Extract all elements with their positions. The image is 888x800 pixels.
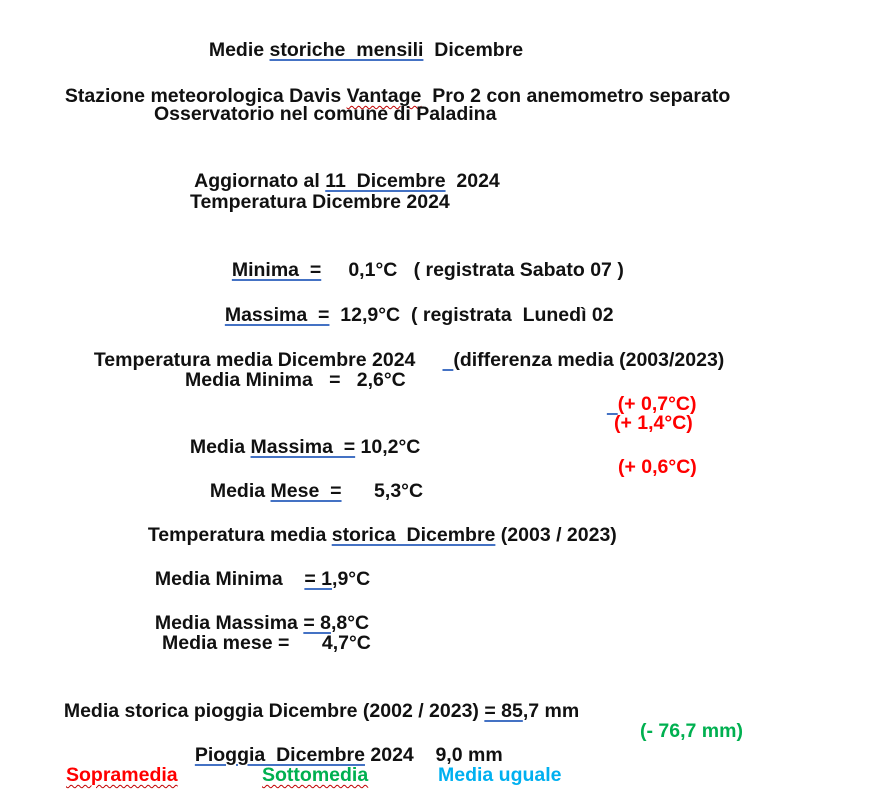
current-heading: Temperatura Dicembre 2024 [190, 191, 450, 213]
historical-max-line [144, 587, 369, 635]
mean-2024-min-line: Media Minima = 2,6°C [185, 369, 406, 391]
mean-2024-month-line [199, 455, 423, 503]
station-suffix-text: Pro 2 con anemometro separato [421, 85, 731, 107]
legend-above-average: Sopramedia [66, 764, 178, 786]
updated-label: Aggiornato al [194, 170, 326, 192]
current-min-line [221, 234, 624, 282]
historical-max-label: Media Massima [154, 612, 304, 634]
historical-month-line: Media mese = 4,7°C [162, 632, 371, 654]
current-min-label: Minima = [231, 259, 322, 281]
current-rain-label: Pioggia Dicembre [194, 744, 365, 766]
historical-rain-eq: = 85 [484, 700, 523, 722]
current-max-value: 12,9°C ( registrata Lunedì 02 [329, 304, 614, 326]
mean-2024-max-label: Massima = [250, 436, 356, 458]
current-max-label: Massima = [224, 304, 330, 326]
mean-2024-month-prefix: Media [209, 480, 271, 502]
mean-2024-max-prefix: Media [189, 436, 251, 458]
mean-2024-month-diff: (+ 0,6°C) [618, 456, 697, 478]
historical-rain-line [53, 675, 579, 723]
mean-2024-min-diff: (+ 0,7°C) [617, 393, 697, 415]
station-line [54, 60, 730, 108]
current-max-line [214, 279, 614, 327]
updated-year: 2024 [445, 170, 500, 192]
title-text: Medie [208, 39, 270, 61]
historical-heading-underlined: storica Dicembre [331, 524, 496, 546]
station-model-text: Vantage [346, 85, 422, 107]
current-rain-value: 2024 9,0 mm [364, 744, 503, 766]
historical-max-eq: = 8 [303, 612, 331, 634]
mean-2024-max-value: 10,2°C [355, 436, 421, 458]
historical-min-line [144, 543, 370, 591]
historical-heading-period: (2003 / 2023) [495, 524, 617, 546]
title-line [198, 14, 523, 62]
updated-line [184, 145, 500, 193]
mean-2024-heading: Temperatura media Dicembre 2024 [93, 349, 443, 371]
mean-2024-month-value: 5,3°C [341, 480, 424, 502]
historical-min-value: ,9°C [332, 568, 371, 590]
historical-min-eq: = 1 [304, 568, 333, 590]
observatory-line: Osservatorio nel comune di Paladina [154, 103, 497, 125]
mean-2024-diff-link [442, 349, 453, 371]
current-rain-diff: (- 76,7 mm) [640, 720, 743, 742]
historical-min-label: Media Minima [154, 568, 305, 590]
title-month: Dicembre [423, 39, 524, 61]
station-text: Stazione meteorologica Davis [64, 85, 347, 107]
mean-2024-max-line [179, 411, 420, 459]
current-min-value: 0,1°C ( registrata Sabato 07 ) [321, 259, 624, 281]
updated-date: 11 Dicembre [325, 170, 446, 192]
mean-2024-month-label: Mese = [270, 480, 342, 502]
historical-max-value: ,8°C [330, 612, 370, 634]
historical-heading-line [137, 499, 617, 547]
mean-2024-max-diff: (+ 1,4°C) [614, 412, 693, 434]
historical-heading-prefix: Temperatura media [147, 524, 332, 546]
historical-rain-label: Media storica pioggia Dicembre (2002 / 2023) [63, 700, 485, 722]
mean-2024-diff-label: (differenza media (2003/2023) [453, 349, 725, 371]
historical-rain-value: ,7 mm [522, 700, 580, 722]
mean-2024-min-diff-line [596, 368, 696, 416]
title-underlined-text: storiche mensili [269, 39, 424, 61]
current-rain-line [184, 719, 503, 767]
legend-below-average: Sottomedia [262, 764, 369, 786]
mean-2024-heading-line [83, 324, 724, 372]
legend-equal-average: Media uguale [438, 764, 562, 786]
